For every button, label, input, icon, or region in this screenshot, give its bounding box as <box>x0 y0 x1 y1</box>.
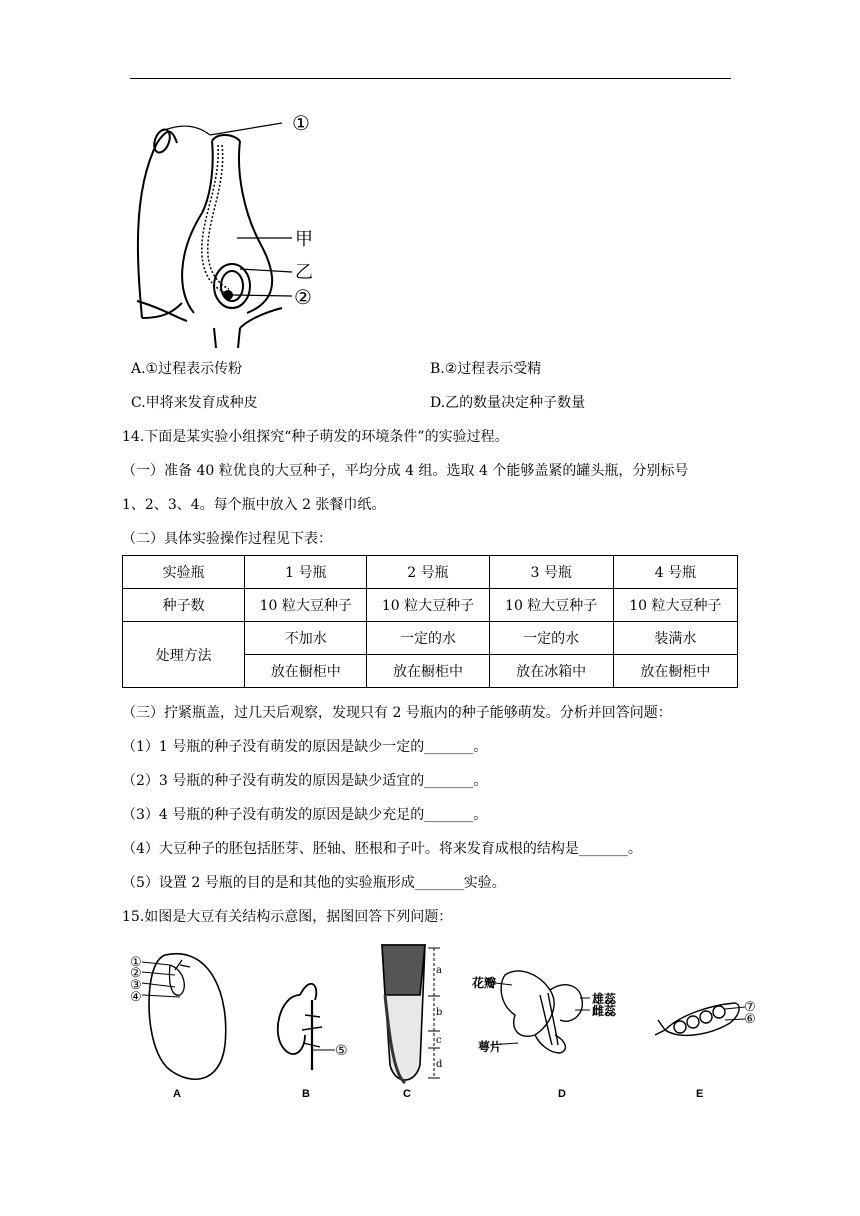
soybean-structure-figures <box>120 935 760 1105</box>
figure-label-e: E <box>696 1088 704 1100</box>
egg-cell <box>223 290 233 300</box>
option-b: B.②过程表示受精 <box>430 361 542 377</box>
pollen-grain <box>151 127 172 154</box>
d-pistil: 雌蕊 <box>592 1004 617 1018</box>
label-1: ① <box>292 111 310 135</box>
table-cell: 放在橱柜中 <box>245 655 367 688</box>
option-d: D.乙的数量决定种子数量 <box>430 395 586 411</box>
q14-step1-line2: 1、2、3、4。每个瓶中放入 2 张餐巾纸。 <box>122 497 386 513</box>
table-cell: 装满水 <box>613 622 737 655</box>
table-cell: 放在橱柜中 <box>367 655 489 688</box>
q14-sub3: （3）4 号瓶的种子没有萌发的原因是缺少充足的_______。 <box>122 807 488 823</box>
petal-outline <box>138 132 177 318</box>
table-row <box>123 556 738 589</box>
experiment-table <box>122 555 738 688</box>
q14-step2: （二）具体实验操作过程见下表： <box>122 531 332 547</box>
label-jia: 甲 <box>295 229 313 250</box>
table-cell: 放在冰箱中 <box>489 655 613 688</box>
figure-label-c: C <box>403 1088 411 1100</box>
a-mark-4: ④ <box>130 990 142 1005</box>
q14-step1-line1: （一）准备 40 粒优良的大豆种子，平均分成 4 组。选取 4 个能够盖紧的罐头瓶，分别标号 <box>122 463 689 479</box>
header-rule <box>130 78 731 79</box>
table-cell: 10 粒大豆种子 <box>613 589 737 622</box>
table-cell: 3 号瓶 <box>489 556 613 589</box>
table-cell: 不加水 <box>245 622 367 655</box>
q14-step3: （三）拧紧瓶盖，过几天后观察，发现只有 2 号瓶内的种子能够萌发。分析并回答问题： <box>122 705 672 721</box>
flower-pistil-diagram <box>132 103 332 348</box>
a-mark-2: ② <box>130 966 142 981</box>
table-cell: 10 粒大豆种子 <box>367 589 489 622</box>
table-cell: 10 粒大豆种子 <box>489 589 613 622</box>
q14-sub1: （1）1 号瓶的种子没有萌发的原因是缺少一定的_______。 <box>122 739 488 755</box>
a-mark-1: ① <box>130 955 142 970</box>
option-c: C.甲将来发育成种皮 <box>131 395 258 411</box>
table-cell: 10 粒大豆种子 <box>245 589 367 622</box>
q14-title: 14.下面是某实验小组探究“种子萌发的环境条件”的实验过程。 <box>122 429 509 445</box>
e-mark-7: ⑦ <box>744 1000 756 1015</box>
table-row <box>123 589 738 622</box>
figure-b-seedling <box>278 984 335 1070</box>
q14-sub4: （4）大豆种子的胚包括胚芽、胚轴、胚根和子叶。将来发育成根的结构是_______。 <box>122 841 642 857</box>
label-2: ② <box>294 285 312 309</box>
table-cell: 处理方法 <box>123 622 245 688</box>
table-cell: 1 号瓶 <box>245 556 367 589</box>
d-sepal: 萼片 <box>478 1040 503 1054</box>
table-cell: 一定的水 <box>367 622 489 655</box>
figure-d-flower <box>487 971 590 1053</box>
figure-a-seed <box>142 954 226 1080</box>
d-petal: 花瓣 <box>472 976 497 990</box>
table-cell: 一定的水 <box>489 622 613 655</box>
c-mark-b: b <box>436 1007 443 1018</box>
q14-sub2: （2）3 号瓶的种子没有萌发的原因是缺少适宜的_______。 <box>122 773 488 789</box>
label-yi: 乙 <box>295 262 313 283</box>
option-a: A.①过程表示传粉 <box>131 361 243 377</box>
a-mark-3: ③ <box>130 978 142 993</box>
figure-label-b: B <box>302 1088 310 1100</box>
table-cell: 4 号瓶 <box>613 556 737 589</box>
c-mark-d: d <box>436 1059 443 1070</box>
d-stamen: 雄蕊 <box>592 992 617 1006</box>
table-cell: 种子数 <box>123 589 245 622</box>
table-cell: 实验瓶 <box>123 556 245 589</box>
b-mark-5: ⑤ <box>335 1043 348 1059</box>
figure-e-pod <box>655 1003 745 1035</box>
c-mark-c: c <box>436 1035 442 1046</box>
q14-sub5: （5）设置 2 号瓶的目的是和其他的实验瓶形成_______实验。 <box>122 875 506 891</box>
e-mark-6: ⑥ <box>744 1012 756 1027</box>
q15-title: 15.如图是大豆有关结构示意图，据图回答下列问题： <box>122 909 453 925</box>
table-cell: 放在橱柜中 <box>613 655 737 688</box>
table-row <box>123 622 738 655</box>
figure-label-d: D <box>558 1088 566 1100</box>
table-cell: 2 号瓶 <box>367 556 489 589</box>
figure-c-root-tip <box>382 945 443 1083</box>
figure-label-a: A <box>173 1088 181 1100</box>
c-mark-a: a <box>436 965 442 976</box>
